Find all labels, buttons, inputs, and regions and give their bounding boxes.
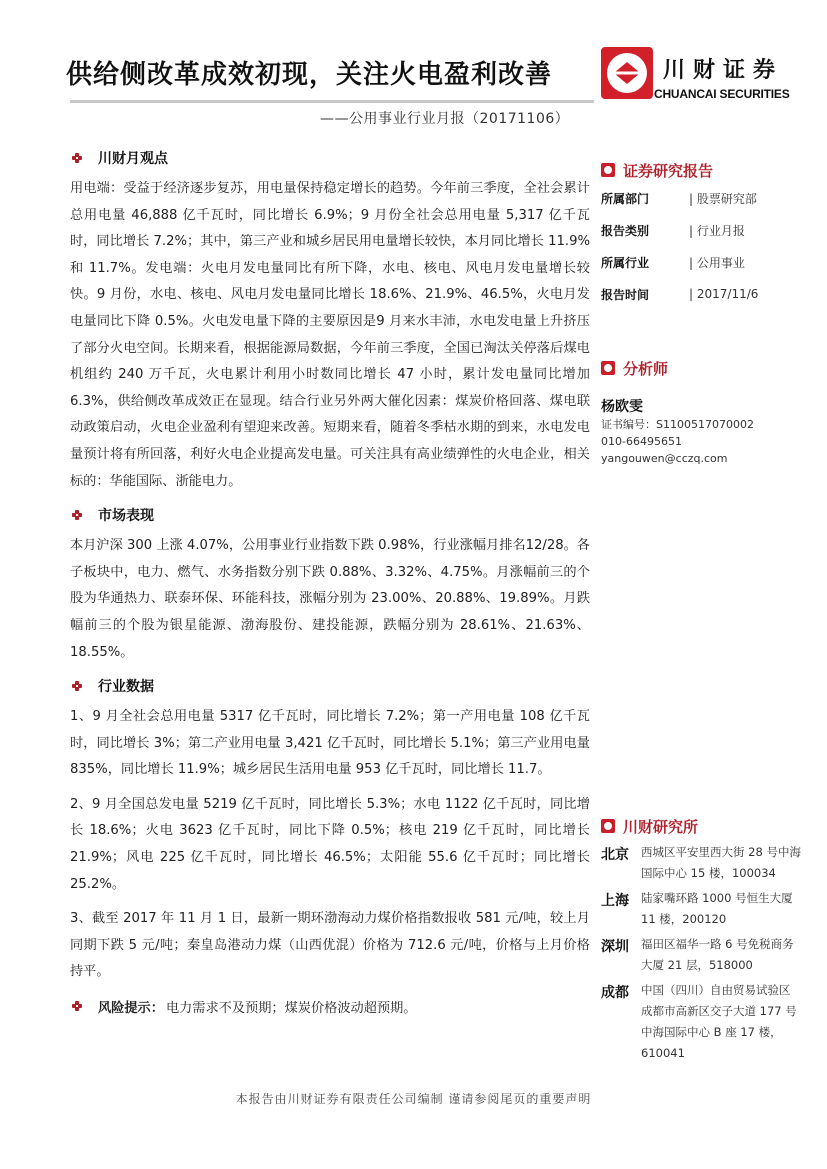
meta-row-department: 所属部门 | 股票研究部: [601, 182, 801, 214]
industry-data-item-3: 3、截至 2017 年 11 月 1 日，最新一期环渤海动力煤价格指数报收 581 元/吨，较上月同期下跌 5 元/吨；秦皇岛港动力煤（山西优混）价格为 712.6 元/吨，价格与上月价格持平。: [70, 911, 590, 980]
industry-data-item-1: 1、9 月全社会总用电量 5317 亿千瓦时，同比增长 7.2%；第一产用电量 108 亿千瓦时，同比增长 3%；第二产业用电量 3,421 亿千瓦时，同比增长 5.1%；第三产业用电量 835%，同比增长 11.9%；城乡居民生活用电量 953 亿千瓦时，同比增长 11.7。: [70, 709, 590, 778]
office-shenzhen: 深圳 福田区福华一路 6 号免税商务大厦 21 层，518000: [601, 937, 794, 972]
footer-disclaimer: 本报告由川财证券有限责任公司编制 谨请参阅尾页的重要声明: [235, 1092, 592, 1106]
meta-row-category: 报告类别 | 行业月报: [601, 214, 801, 246]
analyst-name: 杨欧雯: [601, 399, 643, 415]
section-heading-industry-data: 行业数据: [70, 674, 590, 698]
report-info-heading: 证券研究报告: [601, 158, 801, 182]
institute-panel: [601, 814, 801, 1064]
meta-row-industry: 所属行业 | 公用事业: [601, 246, 801, 278]
analyst-phone: 010-66495651: [601, 435, 682, 448]
report-info-panel: [601, 158, 801, 310]
analyst-heading: 分析师: [601, 356, 801, 380]
logo-badge-icon: [601, 163, 615, 177]
analyst-cert: 证书编号：S1100517070002: [601, 418, 754, 431]
main-content: [70, 146, 590, 1018]
analyst-email[interactable]: yangouwen@cczq.com: [601, 452, 728, 465]
chuancai-logo: [601, 47, 801, 107]
section-heading-view: 川财月观点: [70, 146, 590, 170]
market-paragraph: 本月沪深 300 上涨 4.07%，公用事业行业指数下跌 0.98%，行业涨幅月排名12/28。各子板块中，电力、燃气、水务指数分别下跌 0.88%、3.32%、4.75%。月涨幅前三的个股为华通热力、联泰环保、环能科技，涨幅分别为 23.00%、20.88%、19.89%。月跌幅前三的个股为银星能源、渤海股份、建投能源，跌幅分别为 28.61%、21.63%、18.55%。: [70, 538, 590, 660]
industry-data-item-2: 2、9 月全国总发电量 5219 亿千瓦时，同比增长 5.3%；水电 1122 亿千瓦时，同比增长 18.6%；火电 3623 亿千瓦时，同比下降 0.5%；核电 219 亿千瓦时，同比增长 21.9%；风电 225 亿千瓦时，同比增长 46.5%；太阳能 55.6 亿千瓦时；同比增长 25.2%。: [70, 796, 590, 892]
report-subtitle: ——公用事业行业月报（20171106）: [320, 111, 570, 127]
risk-label: 风险提示：: [98, 1000, 164, 1016]
meta-row-date: 报告时间 | 2017/11/6: [601, 278, 801, 310]
office-beijing: 北京 西城区平安里西大街 28 号中海国际中心 15 楼，100034: [601, 845, 801, 880]
risk-warning: [70, 994, 590, 1018]
logo-mark-icon: [601, 47, 653, 99]
logo-chinese-name: 川财证券: [663, 58, 784, 83]
office-shanghai: 上海 陆家嘴环路 1000 号恒生大厦 11 楼，200120: [601, 891, 793, 926]
diamond-bullet-icon: [72, 510, 82, 520]
diamond-bullet-icon: [72, 153, 82, 163]
title-divider: [70, 100, 594, 103]
view-paragraph: 用电端：受益于经济逐步复苏，用电量保持稳定增长的趋势。今年前三季度，全社会累计总用电量 46,888 亿千瓦时，同比增长 6.9%；9 月份全社会总用电量 5,317 亿千瓦时，同比增长 7.2%；其中，第三产业和城乡居民用电量增长较快，本月同比增长 11.9%和 11.7%。发电端：火电月发电量同比有所下降，水电、核电、风电月发电量增长较快。9 月份，水电、核电、风电月发电量同比增长 18.6%、21.9%、46.5%，火电月发电量同比下降 0.5%。火电发电量下降的主要原因是9 月来水丰沛，水电发电量上升挤压了部分火电空间。长期来看，根据能源局数据，今年前三季度，全国已淘汰关停落后煤电机组约 240 万千瓦，火电累计利用小时数同比增长 47 小时，累计发电量同比增加 6.3%，供给侧改革成效正在显现。结合行业另外两大催化因素：煤炭价格回落、煤电联动政策启动，火电企业盈利有望迎来改善。短期来看，随着冬季枯水期的到来，水电发电量预计将有所回落，利好火电企业提高发电量。可关注具有高业绩弹性的火电企业，相关标的：华能国际、浙能电力。: [70, 181, 590, 489]
logo-english-name: CHUANCAI SECURITIES: [654, 87, 790, 101]
logo-badge-icon: [601, 819, 615, 833]
report-title: 供给侧改革成效初现，关注火电盈利改善: [66, 60, 553, 90]
office-chengdu: 成都 中国（四川）自由贸易试验区成都市高新区交子大道 177 号中海国际中心 B 座 17 楼，610041: [601, 983, 797, 1060]
logo-badge-icon: [601, 361, 615, 375]
diamond-bullet-icon: [72, 1001, 82, 1011]
section-heading-market: 市场表现: [70, 503, 590, 527]
diamond-bullet-icon: [72, 681, 82, 691]
analyst-panel: [601, 356, 801, 467]
risk-text: 电力需求不及预期；煤炭价格波动超预期。: [165, 1000, 417, 1016]
institute-heading: 川财研究所: [601, 814, 801, 838]
